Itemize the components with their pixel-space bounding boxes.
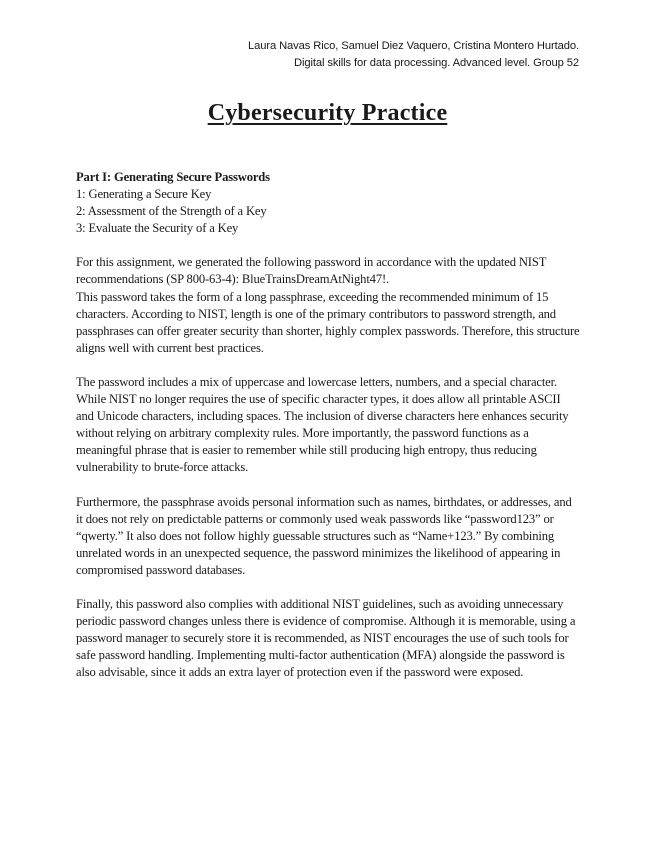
document-body <box>76 169 581 698</box>
paragraph-nist-guidelines: Finally, this password also complies with additional NIST guidelines, such as avoiding unnecessary periodic password changes unless there is evidence of compromise. Although it is memorable, using a password manager to securely store it is recommended, as NIST encourages the use of such tools for safe password handling. Implementing multi-factor authentication (MFA) alongside the password is also advisable, since it adds an extra layer of protection even if the password were exposed. <box>76 596 576 680</box>
document-title: Cybersecurity Practice <box>207 100 448 126</box>
course-line: Digital skills for data processing. Advanced level. Group 52 <box>293 57 579 69</box>
paragraph-character-mix: The password includes a mix of uppercase and lowercase letters, numbers, and a special character. While NIST no longer requires the use of specific character types, it does allow all printable ASCII and Unicode characters, including spaces. The inclusion of diverse characters here enhances security without relying on arbitrary complexity rules. More importantly, the password functions as a meaningful phrase that is easier to remember while still producing high entropy, thus reducing vulnerability to brute-force attacks. <box>76 374 569 475</box>
part-item-1: 1: Generating a Secure Key <box>76 187 212 202</box>
part-item-2: 2: Assessment of the Strength of a Key <box>76 204 267 219</box>
authors-line: Laura Navas Rico, Samuel Diez Vaquero, Cristina Montero Hurtado. <box>247 40 579 52</box>
passphrase-length-text: This password takes the form of a long passphrase, exceeding the recommended minimum of 15 characters. According to NIST, length is one of the primary contributors to password strength, and passphrases can offer greater security than shorter, highly complex passwords. Therefore, this structure aligns well with current best practices. <box>76 289 580 355</box>
paragraph-intro <box>76 254 581 357</box>
part-item-3: 3: Evaluate the Security of a Key <box>76 221 239 236</box>
document-header <box>248 38 579 72</box>
intro-text: For this assignment, we generated the following password in accordance with the updated NIST recommendations (SP 800-63-4): BlueTrainsDreamAtNight47!. <box>76 255 547 287</box>
part-section <box>76 169 581 237</box>
paragraph-personal-info: Furthermore, the passphrase avoids personal information such as names, birthdates, or addresses, and it does not rely on predictable patterns or commonly used weak passwords like “password123” or “qwerty.” It also does not follow highly guessable structures such as “Name+123.” By combining unrelated words in an unexpected sequence, the password minimizes the likelihood of appearing in compromised password databases. <box>76 494 572 577</box>
part-title: Part I: Generating Secure Passwords <box>76 170 270 184</box>
